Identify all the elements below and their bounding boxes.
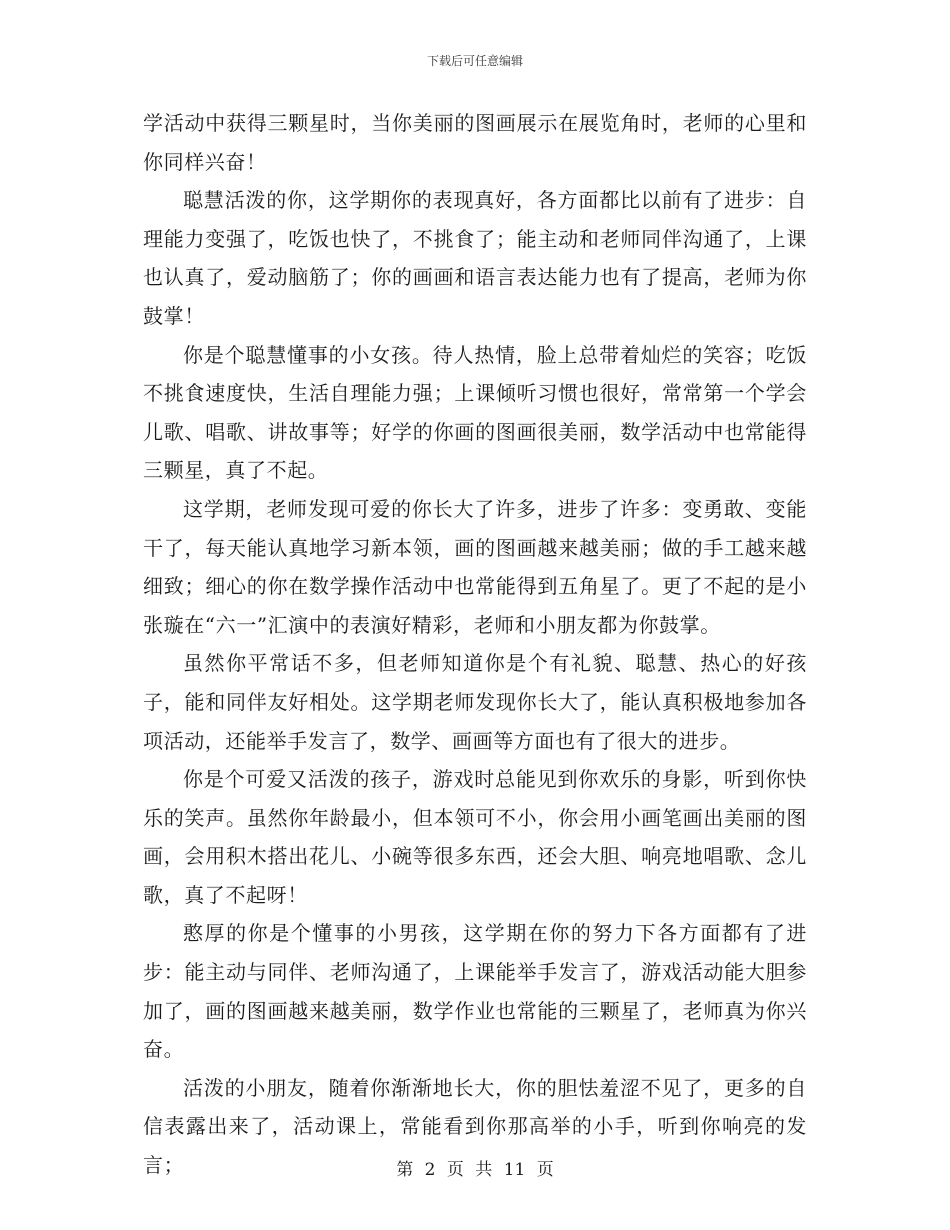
paragraph: 活泼的小朋友，随着你渐渐地长大，你的胆怯羞涩不见了，更多的自信表露出来了，活动课上，常能看到你那高举的小手，听到你响亮的发言； xyxy=(143,1075,807,1178)
paragraph: 虽然你平常话不多，但老师知道你是个有礼貌、聪慧、热心的好孩子，能和同伴友好相处。这学期老师发现你长大了，能认真积极地参加各项活动，还能举手发言了，数学、画画等方面也有了很大的进步。 xyxy=(143,651,807,753)
page-header: 下载后可任意编辑 xyxy=(426,54,523,68)
paragraph: 你是个聪慧懂事的小女孩。待人热情，脸上总带着灿烂的笑容；吃饭不挑食速度快，生活自理能力强；上课倾听习惯也很好，常常第一个学会儿歌、唱歌、讲故事等；好学的你画的图画很美丽，数学活动中也常能得三颗星，真了不起。 xyxy=(143,342,807,483)
paragraph-continuation: 学活动中获得三颗星时，当你美丽的图画展示在展览角时，老师的心里和你同样兴奋！ xyxy=(143,111,807,174)
paragraph: 聪慧活泼的你，这学期你的表现真好，各方面都比以前有了进步：自理能力变强了，吃饭也快了，不挑食了；能主动和老师同伴沟通了，上课也认真了，爱动脑筋了；你的画画和语言表达能力也有了提高，老师为你鼓掌！ xyxy=(143,188,807,328)
page-number-footer: 第 2 页 共 11 页 xyxy=(396,1160,554,1180)
paragraph: 憨厚的你是个懂事的小男孩，这学期在你的努力下各方面都有了进步：能主动与同伴、老师沟通了，上课能举手发言了，游戏活动能大胆参加了，画的图画越来越美丽，数学作业也常能的三颗星了，老师真为你兴奋。 xyxy=(143,921,807,1062)
paragraph: 你是个可爱又活泼的孩子，游戏时总能见到你欢乐的身影，听到你快乐的笑声。虽然你年龄最小，但本领可不小，你会用小画笔画出美丽的图画，会用积木搭出花儿、小碗等很多东西，还会大胆、响亮地唱歌、念儿歌，真了不起呀！ xyxy=(143,767,807,907)
paragraph: 这学期，老师发现可爱的你长大了许多，进步了许多：变勇敢、变能干了，每天能认真地学习新本领，画的图画越来越美丽；做的手工越来越细致；细心的你在数学操作活动中也常能得到五角星了。更了不起的是小张璇在“六一”汇演中的表演好精彩，老师和小朋友都为你鼓掌。 xyxy=(143,496,807,637)
document-body xyxy=(143,104,807,1185)
